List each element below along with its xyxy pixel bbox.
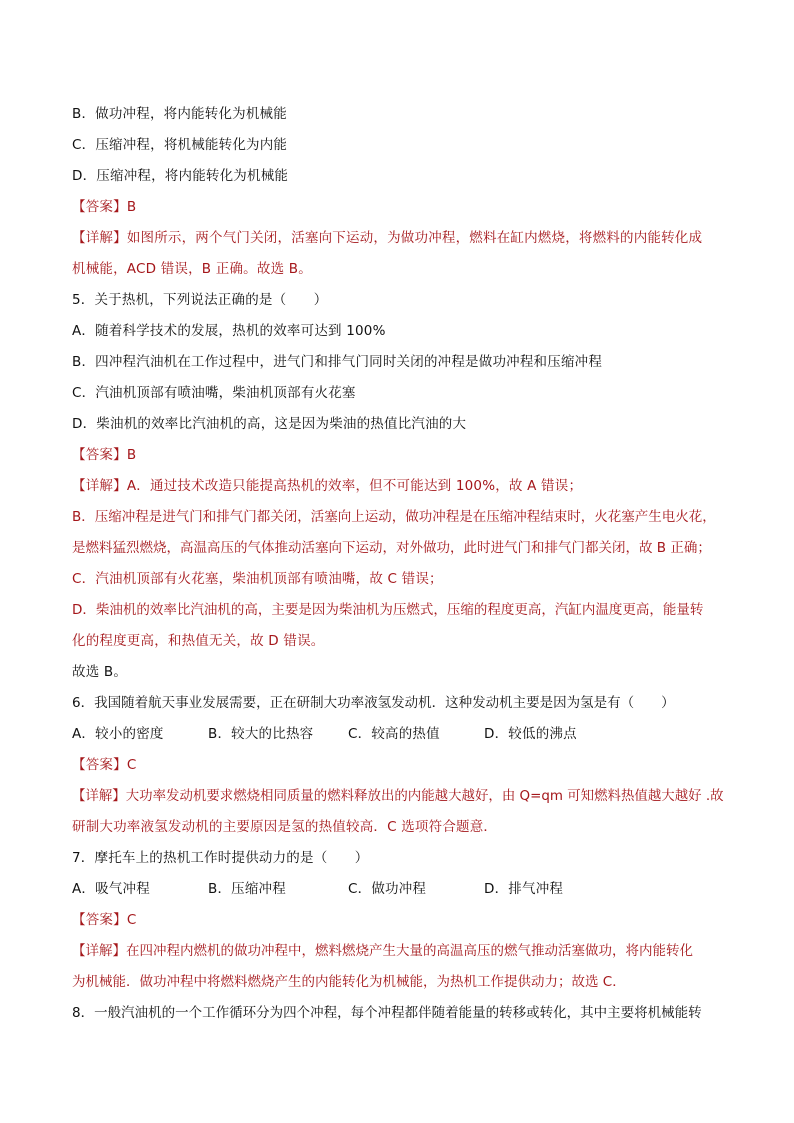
q6-option-c: C．较高的热值 [348,726,440,742]
q6-option-b: B．较大的比热容 [208,726,314,742]
q5-detail-line-3: 是燃料猛烈燃烧，高温高压的气体推动活塞向下运动，对外做功，此时进气门和排气门都关闭，故 B 正确； [72,540,711,556]
q7-options [72,874,722,905]
q6-answer [72,750,722,781]
q7-option-d: D．排气冲程 [484,881,564,897]
detail-tag: 【详解】 [72,478,127,494]
page-content [72,99,722,1029]
detail-tag: 【详解】 [72,230,127,246]
detail-text: 大功率发动机要求燃烧相同质量的燃料释放出的内能越大越好，由 Q=qm 可知燃料热值越大越好 .故 [125,788,724,804]
q4-option-d: D．压缩冲程，将内能转化为机械能 [72,168,289,184]
detail-text: A．通过技术改造只能提高热机的效率，但不可能达到 100%，故 A 错误； [126,478,583,494]
q6-detail-line-2: 研制大功率液氢发动机的主要原因是氢的热值较高．C 选项符合题意． [72,819,498,835]
answer-value: C [126,757,137,773]
detail-text: 如图所示，两个气门关闭，活塞向下运动，为做功冲程，燃料在缸内燃烧，将燃料的内能转化成 [126,230,703,246]
q5-option-a: A．随着科学技术的发展，热机的效率可达到 100% [72,323,386,339]
answer-value: C [126,912,137,928]
answer-tag: 【答案】 [72,757,127,773]
answer-tag: 【答案】 [72,447,127,463]
q5-option-c: C．汽油机顶部有喷油嘴，柴油机顶部有火花塞 [72,385,356,401]
q4-option-b: B．做功冲程，将内能转化为机械能 [72,106,287,122]
q6-detail-line-1 [72,781,724,812]
q5-detail-line-2: B．压缩冲程是进气门和排气门都关闭，活塞向上运动，做功冲程是在压缩冲程结束时，火花塞产生电火花， [72,509,716,525]
detail-text: 在四冲程内燃机的做功冲程中，燃料燃烧产生大量的高温高压的燃气推动活塞做功，将内能转化 [126,943,693,959]
q7-answer [72,905,722,936]
q4-detail-line-1 [72,223,722,254]
q6-options [72,719,722,750]
q7-option-c: C．做功冲程 [348,881,427,897]
answer-value: B [126,447,137,463]
q7-detail-line-1 [72,936,722,967]
q5-conclusion: 故选 B。 [72,664,128,680]
answer-value: B [126,199,137,215]
q8-question: 8．一般汽油机的一个工作循环分为四个冲程，每个冲程都伴随着能量的转移或转化，其中主要将机械能转 [72,1005,702,1021]
q5-detail-line-1 [72,471,722,502]
q7-option-a: A．吸气冲程 [72,881,150,897]
q5-detail-line-5: D．柴油机的效率比汽油机的高，主要是因为柴油机为压燃式，压缩的程度更高，汽缸内温度更高，能量转 [72,602,704,618]
q4-option-c: C．压缩冲程，将机械能转化为内能 [72,137,288,153]
answer-tag: 【答案】 [72,912,127,928]
detail-tag: 【详解】 [72,788,126,804]
q4-answer [72,192,722,223]
q7-question: 7．摩托车上的热机工作时提供动力的是（ ） [72,850,369,866]
q5-answer [72,440,722,471]
q5-detail-line-4: C．汽油机顶部有火花塞，柴油机顶部有喷油嘴，故 C 错误； [72,571,443,587]
detail-tag: 【详解】 [72,943,126,959]
q7-option-b: B．压缩冲程 [208,881,286,897]
answer-tag: 【答案】 [72,199,127,215]
q6-option-a: A．较小的密度 [72,726,164,742]
q7-detail-line-2: 为机械能．做功冲程中将燃料燃烧产生的内能转化为机械能，为热机工作提供动力；故选 C． [72,974,626,990]
q5-option-b: B．四冲程汽油机在工作过程中，进气门和排气门同时关闭的冲程是做功冲程和压缩冲程 [72,354,603,370]
q5-question: 5．关于热机，下列说法正确的是（ ） [72,292,328,308]
q5-detail-line-6: 化的程度更高，和热值无关，故 D 错误。 [72,633,325,649]
q5-option-d: D．柴油机的效率比汽油机的高，这是因为柴油的热值比汽油的大 [72,416,467,432]
q6-option-d: D．较低的沸点 [484,726,577,742]
q6-question: 6．我国随着航天事业发展需要，正在研制大功率液氢发动机．这种发动机主要是因为氢是有（ ） [72,695,675,711]
q4-detail-line-2: 机械能，ACD 错误，B 正确。故选 B。 [72,261,312,277]
